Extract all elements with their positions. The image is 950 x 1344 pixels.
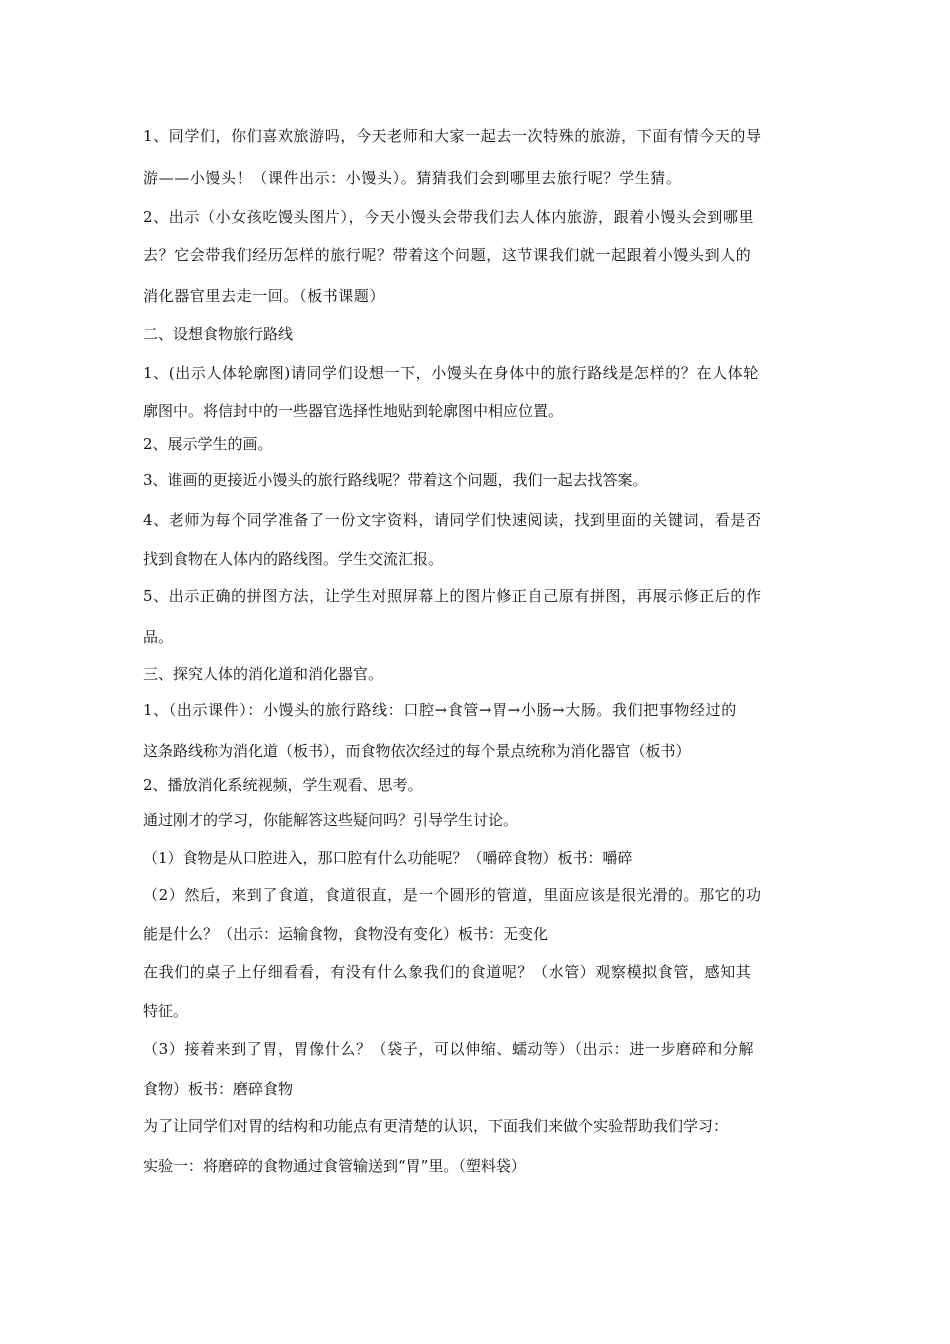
text-line: 食物）板书：磨碎食物 [143, 1080, 294, 1098]
section-heading: 二、设想食物旅行路线 [143, 325, 294, 343]
text-line: 廓图中。将信封中的一些器官选择性地贴到轮廓图中相应位置。 [143, 402, 564, 420]
text-line: 4、老师为每个同学准备了一份文字资料，请同学们快速阅读，找到里面的关键词，看是否 [143, 511, 762, 529]
text-line: 1、（出示课件）：小馒头的旅行路线：口腔→食管→胃→小肠→大肠。我们把事物经过的 [143, 701, 737, 719]
text-line: 2、播放消化系统视频，学生观看、思考。 [143, 776, 423, 794]
text-line: 这条路线称为消化道（板书），而食物依次经过的每个景点统称为消化器官（板书） [143, 742, 691, 760]
text-line: 3、谁画的更接近小馒头的旅行路线呢？带着这个问题，我们一起去找答案。 [143, 471, 648, 489]
text-line: （2）然后，来到了食道，食道很直，是一个圆形的管道，里面应该是很光滑的。那它的功 [143, 886, 762, 904]
text-line: 通过刚才的学习，你能解答这些疑问吗？引导学生讨论。 [143, 811, 519, 829]
text-line: 能是什么？（出示：运输食物，食物没有变化）板书：无变化 [143, 925, 549, 943]
text-line: 品。 [143, 628, 174, 646]
text-line: 消化器官里去走一回。（板书课题） [143, 287, 386, 305]
text-line: 5、出示正确的拼图方法，让学生对照屏幕上的图片修正自己原有拼图，再展示修正后的作 [143, 587, 762, 605]
text-line: 为了让同学们对胃的结构和功能点有更清楚的认识，下面我们来做个实验帮助我们学习： [143, 1117, 729, 1135]
text-line: 实验一：将磨碎的食物通过食管输送到“胃”里。（塑料袋） [143, 1157, 526, 1175]
text-line: 找到食物在人体内的路线图。学生交流汇报。 [143, 550, 444, 568]
text-line: 2、展示学生的画。 [143, 435, 273, 453]
text-line: 特征。 [143, 1002, 189, 1020]
text-line: 1、同学们，你们喜欢旅游吗，今天老师和大家一起去一次特殊的旅游，下面有情今天的导 [143, 127, 762, 145]
section-heading: 三、探究人体的消化道和消化器官。 [143, 665, 384, 683]
text-line: （1）食物是从口腔进入，那口腔有什么功能呢？（嚼碎食物）板书：嚼碎 [143, 849, 633, 867]
text-line: 在我们的桌子上仔细看看，有没有什么象我们的食道呢？（水管）观察模拟食管，感知其 [143, 963, 752, 981]
text-line: （3）接着来到了胃，胃像什么？（袋子，可以伸缩、蠕动等）（出示：进一步磨碎和分解 [143, 1040, 755, 1058]
text-line: 去？它会带我们经历怎样的旅行呢？带着这个问题，这节课我们就一起跟着小馒头到人的 [143, 246, 752, 264]
text-line: 游——小馒头！（课件出示：小馒头）。猜猜我们会到哪里去旅行呢？学生猜。 [143, 169, 682, 187]
text-line: 2、出示（小女孩吃馒头图片），今天小馒头会带我们去人体内旅游，跟着小馒头会到哪里 [143, 208, 755, 226]
text-line: 1、(出示人体轮廓图)请同学们设想一下，小馒头在身体中的旅行路线是怎样的？在人体轮 [143, 364, 759, 382]
